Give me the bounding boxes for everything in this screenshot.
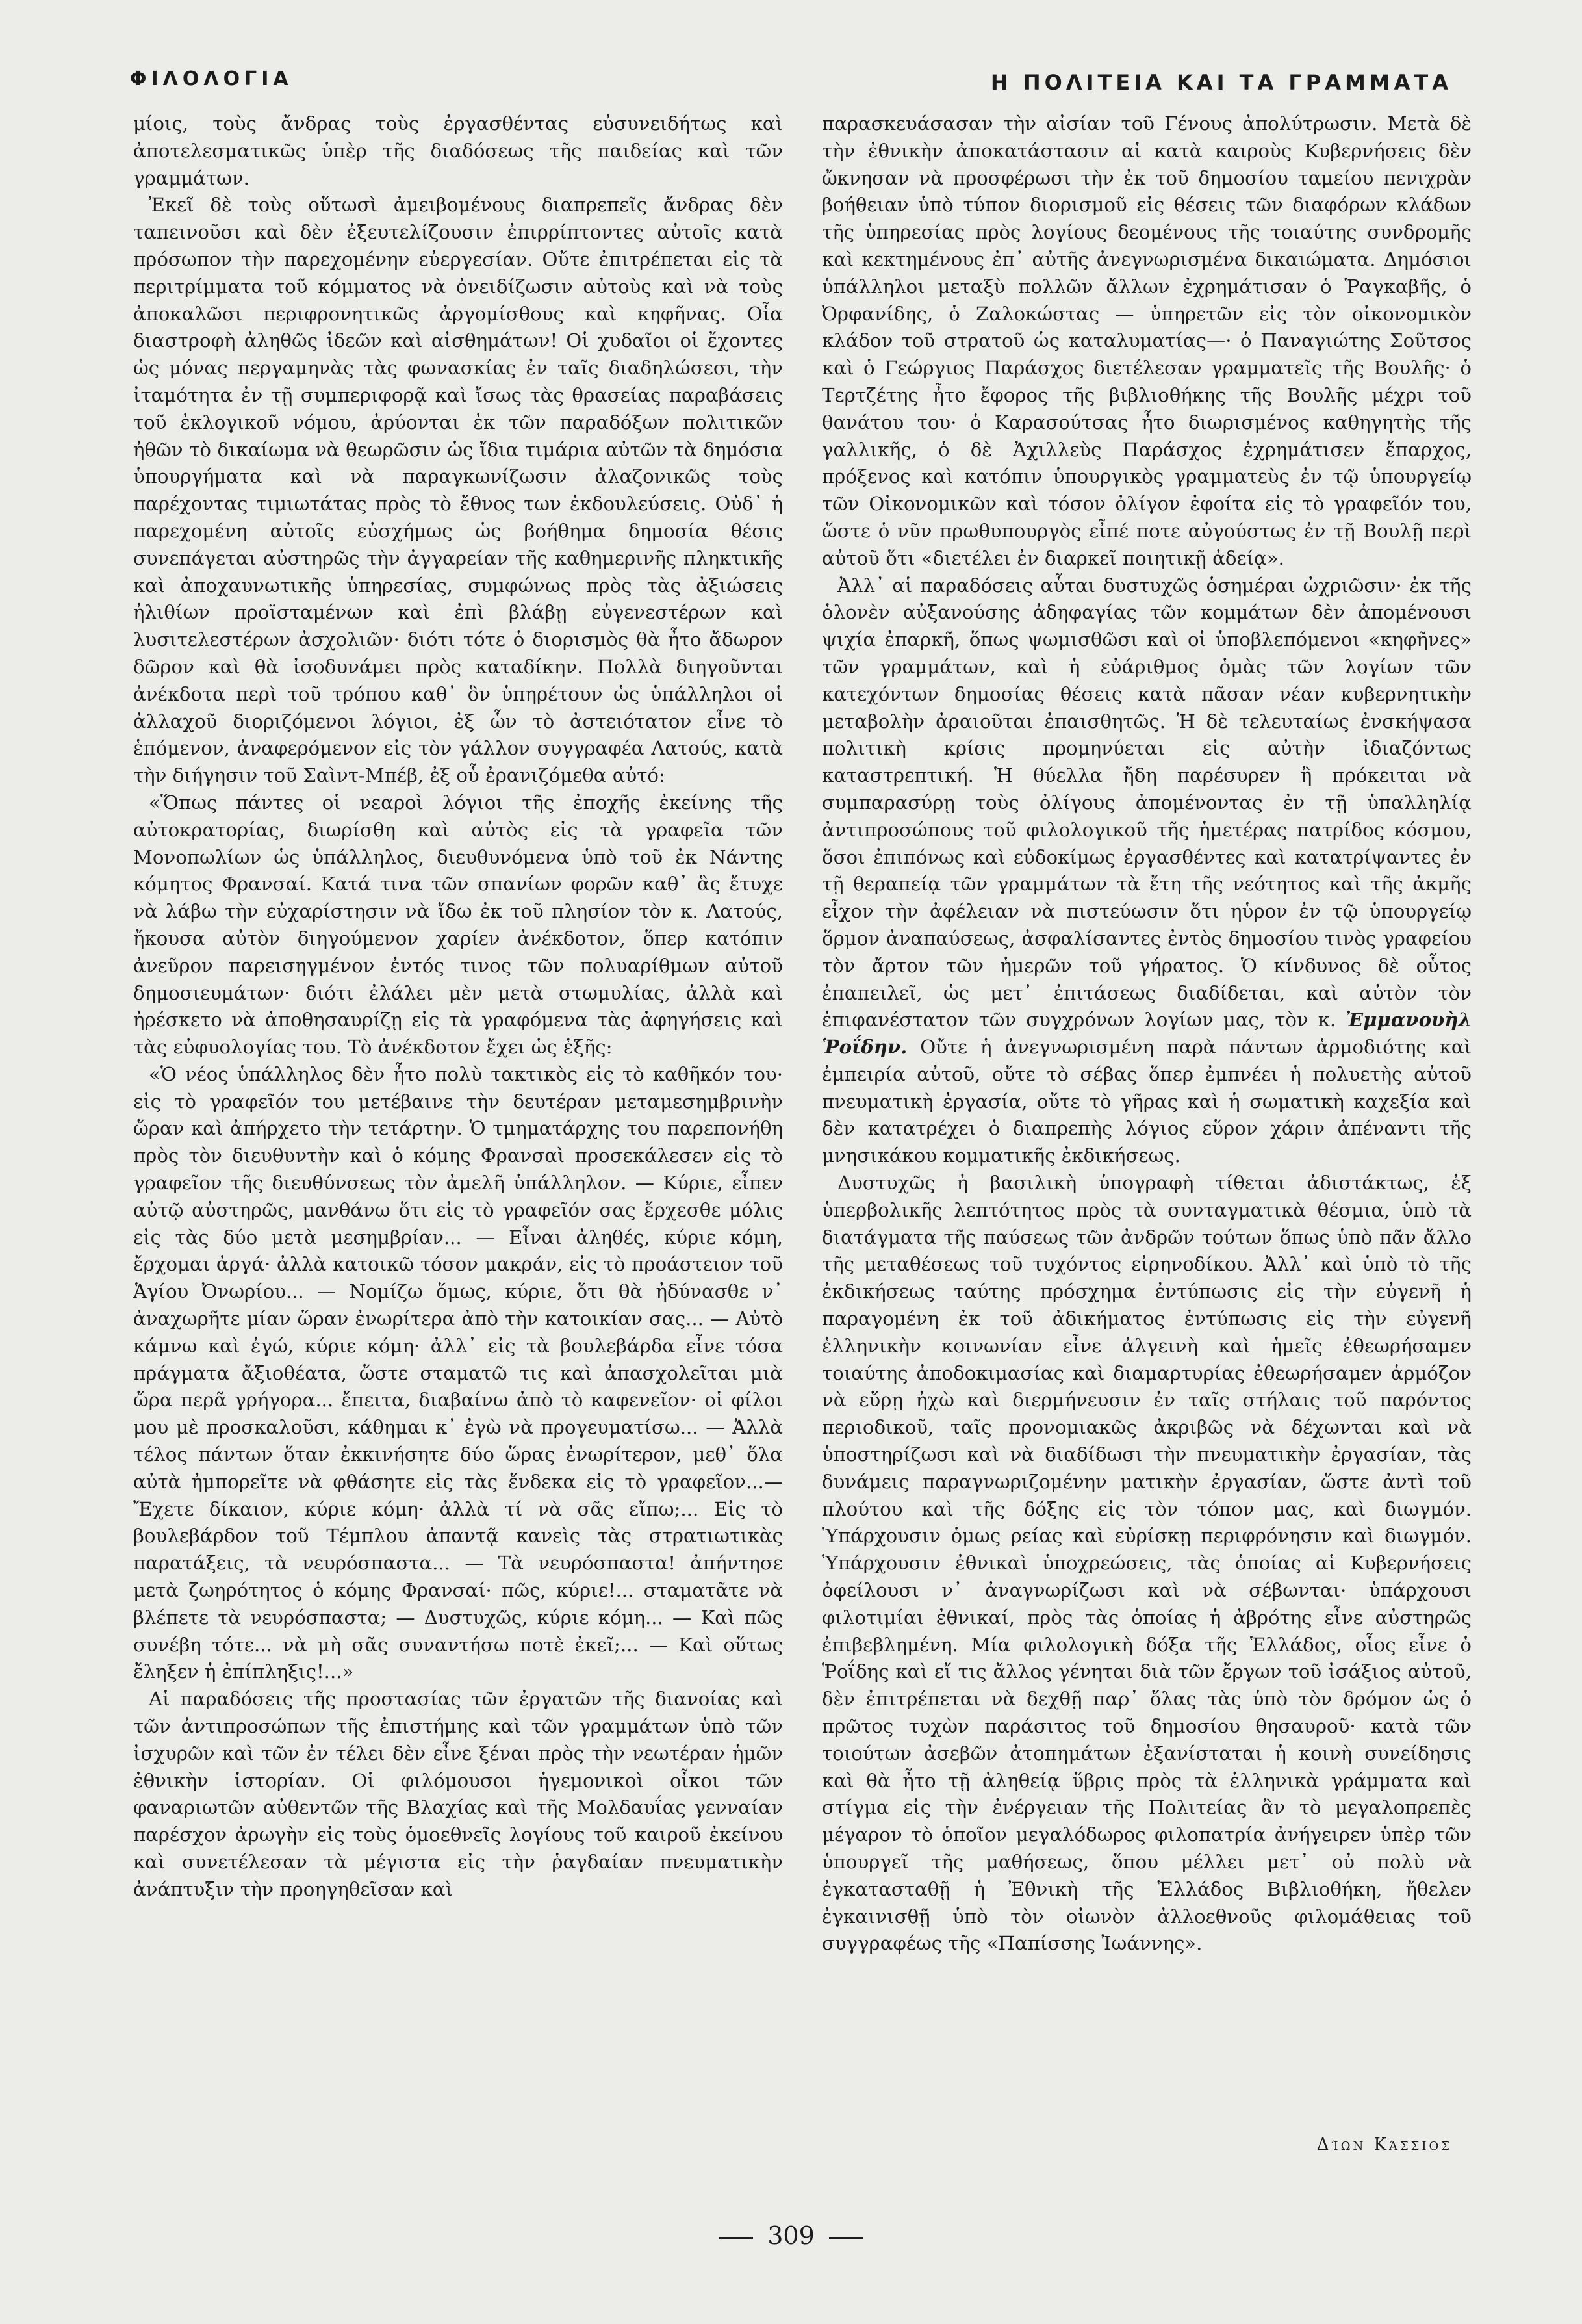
left-column [133, 110, 783, 2125]
right-column [822, 110, 1472, 2125]
paragraph [822, 573, 1472, 1170]
journal-title: Η ΠΟΛΙΤΕΙΑ ΚΑΙ ΤΑ ΓΡΑΜΜΑΤΑ [990, 70, 1452, 95]
paragraph: «Ὁ νέος ὑπάλληλος δὲν ἦτο πολὺ τακτικὸς εἰς τὸ καθῆκόν του· εἰς τὸ γραφεῖόν του μετέβαινε τὴν δευτέραν μεταμεσημβρινὴν ὥραν καὶ ἀπήρχετο τὴν τετάρτην. Ὁ τμηματάρχης του παρεπονήθη πρὸς τὸν διευθυντὴν καὶ ὁ κόμης Φρανσαὶ προσεκάλεσεν εἰς τὸ γραφεῖον τῆς διευθύνσεως τὸν ἀμελῆ ὑπάλληλον. — Κύριε, εἶπεν αὐτῷ αὐστηρῶς, μανθάνω ὅτι εἰς τὸ γραφεῖόν σας ἔρχεσθε μόλις εἰς τὰς δύο μετὰ μεσημβρίαν... — Εἶναι ἀληθές, κύριε κόμη, ἔρχομαι ἀργά· ἀλλὰ κατοικῶ τόσον μακράν, εἰς τὸ προάστειον τοῦ Ἁγίου Ὀνωρίου... — Νομίζω ὅμως, κύριε, ὅτι θὰ ἠδύνασθε ν᾿ ἀναχωρῆτε μίαν ὥραν ἐνωρίτερα ἀπὸ τὴν κατοικίαν σας... — Αὐτὸ κάμνω καὶ ἐγώ, κύριε κόμη· ἀλλ᾿ εἰς τὰ βουλεβάρδα εἶνε τόσα πράγματα ἄξιοθέατα, ὥστε σταματῶ τις καὶ ἀπασχολεῖται μιὰ ὥρα περᾶ γρήγορα... ἔπειτα, διαβαίνω ἀπὸ τὸ καφενεῖον· οἱ φίλοι μου μὲ προσκαλοῦσι, κάθημαι κ᾿ ἐγὼ νὰ προγευματίσω... — Ἀλλὰ τέλος πάντων ὅταν ἐκκινήσητε δύο ὥρας ἐνωρίτερον, μεθ᾿ ὅλα αὐτὰ ἠμπορεῖτε νὰ φθάσητε εἰς τὰς ἕνδεκα εἰς τὸ γραφεῖον...—Ἔχετε δίκαιον, κύριε κόμη· ἀλλὰ τί νὰ σᾶς εἴπω;... Εἰς τὸ βουλεβάρδον τοῦ Τέμπλου ἀπαντᾷ κανεὶς τὰς στρατιωτικὰς παρατάξεις, τὰ νευρόσπαστα... — Τὰ νευρόσπαστα! ἀπήντησε μετὰ ζωηρότητος ὁ κόμης Φρανσαί· πῶς, κύριε!... σταματᾶτε νὰ βλέπετε τὰ νευρόσπαστα; — Δυστυχῶς, κύριε κόμη... — Καὶ πῶς συνέβη τότε... νὰ μὴ σᾶς συναντήσω ποτὲ ἐκεῖ;... — Καὶ οὕτως ἔληξεν ἡ ἐπίπληξις!...» [133, 1063, 783, 1683]
dash-left [719, 2237, 753, 2239]
paragraph: Δυστυχῶς ἡ βασιλικὴ ὑπογραφὴ τίθεται ἀδιστάκτως, ἐξ ὑπερβολικῆς λεπτότητος πρὸς τὰ συνταγματικὰ θέσμια, ὑπὸ τὰ διατάγματα τῆς παύσεως τῶν ἀνδρῶν τούτων ὅπως ὑπὸ πᾶν ἄλλο τῆς μεταθέσεως τοῦ τυχόντος εἰρηνοδίκου. Ἀλλ᾿ καὶ ὑπὸ τὸ τῆς ἐκδικήσεως ταύτης πρόσχημα ἐντύπωσις εἰς τὴν εὐγενῆ ἡ παραγομένη ἐκ τοῦ ἀδικήματος ἐντύπωσις εἰς τὴν εὐγενῆ ἑλληνικὴν κοινωνίαν εἶνε ἀλγεινὴ καὶ ἡμεῖς ἐθεωρήσαμεν τοιαύτης ἀποδοκιμασίας καὶ διαμαρτυρίας ἐθεωρήσαμεν ἁρμόζον νὰ εὕρῃ ἠχὼ καὶ διερμήνευσιν ἐν ταῖς στήλαις τοῦ παρόντος περιοδικοῦ, ταῖς προνομιακῶς ἀκριβῶς νὰ δέχωνται καὶ νὰ ὑποστηρίζωσι καὶ νὰ διαδίδωσι τὴν πνευματικὴν ἐργασίαν, τὰς δυνάμεις παραγνωριζομένην ματικὴν ἐργασίαν, ὥστε ἀντὶ τοῦ πλούτου καὶ τῆς δόξης εἰς τὸν τόπον μας, καὶ διωγμόν. Ὑπάρχουσιν ὁμως ρείας καὶ εὐρίσκῃ περιφρόνησιν καὶ διωγμόν. Ὑπάρχουσιν ἐθνικαὶ ὑποχρεώσεις, τὰς ὁποίας αἱ Κυβερνήσεις ὀφείλουσι ν᾿ ἀναγνωρίζωσι καὶ νὰ σέβωνται· ὑπάρχουσι φιλοτιμίαι ἐθνικαί, πρὸς τὰς ὁποίας ἡ ἀβρότης εἶνε αὐστηρῶς ἐπιβεβλημένη. Μία φιλολογικὴ δόξα τῆς Ἑλλάδος, οἷος εἶνε ὁ Ῥοΐδης καὶ εἴ τις ἄλλος γένηται διὰ τῶν ἔργων τοῦ ἰσάξιος αὐτοῦ, δὲν ἐπιτρέπεται νὰ δεχθῇ παρ᾿ ὅλας τὰς ὑπὸ τὸν δρόμον ὡς ὁ πρῶτος τυχὼν παράσιτος τοῦ δημοσίου θησαυροῦ· κατὰ τῶν τοιούτων ἀσεβῶν ἀτοπημάτων ἐξανίσταται ἡ κοινὴ συνείδησις καὶ θὰ ἦτο τῇ ἀληθείᾳ ὕβρις πρὸς τὰ ἑλληνικὰ γράμματα καὶ στίγμα εἰς τὴν ἐνέργειαν τῆς Πολιτείας ἂν τὸ μεγαλοπρεπὲς μέγαρον τὸ ὁποῖον μεγαλόδωρος φιλοπατρία ἀνήγειρεν ὑπὲρ τῶν ὑπουργεῖ τῆς μαθήσεως, ὅπου μέλλει μετ᾿ οὐ πολὺ νὰ ἐγκατασταθῇ ἡ Ἐθνικὴ τῆς Ἑλλάδος Βιβλιοθήκη, ἤθελεν ἐγκαινισθῇ ὑπὸ τὸν οἰωνὸν ἀλλοεθνοῦς φιλομάθειας τοῦ συγγραφέως τῆς «Παπίσσης Ἰωάννης». [822, 1172, 1472, 1955]
paragraph: «Ὅπως πάντες οἱ νεαροὶ λόγιοι τῆς ἐποχῆς ἐκείνης τῆς αὐτοκρατορίας, διωρίσθη καὶ αὐτὸς εἰς τὰ γραφεῖα τῶν Μονοπωλίων ὡς ὑπάλληλος, διευθυνόμενα ὑπὸ τοῦ ἐκ Νάντης κόμητος Φρανσαί. Κατά τινα τῶν σπανίων φορῶν καθ᾿ ἃς ἔτυχε νὰ λάβω τὴν εὐχαρίστησιν νὰ ἴδω ἐκ τοῦ πλησίον τὸν κ. Λατούς, ἤκουσα αὐτὸν διηγούμενον χαρίεν ἀνέκδοτον, ὅπερ κατόπιν ἀνεῦρον παρεισηγμένον ἐντός τινος τῶν πολυαρίθμων αὐτοῦ δημοσιευμάτων· διότι ἐλάλει μὲν μετὰ στωμυλίας, ἀλλὰ καὶ ἠρέσκετο νὰ ἀποθησαυρίζῃ εἰς τὰ γραφόμενα τὰς ἀφηγήσεις καὶ τὰς εὐφυολογίας του. Τὸ ἀνέκδοτον ἔχει ὡς ἑξῆς: [133, 791, 783, 1059]
dash-right [829, 2237, 863, 2239]
running-header [0, 64, 1582, 103]
paragraph: Αἱ παραδόσεις τῆς προστασίας τῶν ἐργατῶν τῆς διανοίας καὶ τῶν ἀντιπροσώπων τῆς ἐπιστήμης καὶ τῶν γραμμάτων ὑπὸ τῶν ἰσχυρῶν καὶ τῶν ἐν τέλει δὲν εἶνε ξέναι πρὸς τὴν νεωτέραν ἡμῶν ἐθνικὴν ἱστορίαν. Οἱ φιλόμουσοι ἡγεμονικοὶ οἶκοι τῶν φαναριωτῶν αὐθεντῶν τῆς Βλαχίας καὶ τῆς Μολδαυΐας γενναίαν παρέσχον ἀρωγὴν εἰς τοὺς ὁμοεθνεῖς λογίους τοῦ καιροῦ ἐκείνου καὶ συνετέλεσαν τὰ μέγιστα εἰς τὴν ῥαγδαίαν πνευματικὴν ἀνάπτυξιν τὴν προηγηθεῖσαν καὶ [133, 1688, 783, 1900]
author-signature: Δίων Κάσσιος [1316, 2135, 1452, 2154]
paragraph: Ἐκεῖ δὲ τοὺς οὕτωσὶ ἀμειβομένους διαπρεπεῖς ἄνδρας δὲν ταπεινοῦσι καὶ δὲν ἐξευτελίζουσιν ἐπιρρίπτοντες αὐτοῖς κατὰ πρόσωπον τὴν παρεχομένην εὐεργεσίαν. Οὔτε ἐπιτρέπεται εἰς τὰ περιτρίμματα τοῦ κόμματος νὰ ὀνειδίζωσιν αὐτοὺς καὶ νὰ τοὺς ἀποκαλῶσι περιφρονητικῶς ἀργομίσθους καὶ κηφῆνας. Οἷα διαστροφὴ ἀληθῶς ἰδεῶν καὶ αἰσθημάτων! Οἱ χυδαῖοι οἱ ἔχοντες ὡς μόνας περγαμηνὰς τὰς φωνασκίας ἐν ταῖς διαδηλώσεσι, τὴν ἰταμότητα ἐν τῇ συμπεριφορᾷ καὶ ἴσως τὰς θρασείας παραβάσεις τοῦ ἐκλογικοῦ νόμου, ἀρύονται ἐκ τῶν παραδόξων πολιτικῶν ἠθῶν τὸ δικαίωμα νὰ θεωρῶσιν ὡς ἴδια τιμάρια αὐτῶν τὰ δημόσια ὑπουργήματα καὶ νὰ παραγκωνίζωσιν ἀλαζονικῶς τοὺς παρέχοντας τιμιωτάτας πρὸς τὸ ἔθνος των ἐκδουλεύσεις. Οὐδ᾿ ἡ παρεχομένη αὐτοῖς εὐσχήμως ὡς βοήθημα δημοσία θέσις συνεπάγεται αὐστηρῶς τὴν ἀγγαρείαν τῆς καθημερινῆς πληκτικῆς καὶ ἀποχαυνωτικῆς ὑπηρεσίας, συμφώνως πρὸς τὰς ἀξιώσεις ἠλιθίων προϊσταμένων καὶ ἐπὶ βλάβῃ εὐγενεστέρων καὶ λυσιτελεστέρων ἀσχολιῶν· διότι τότε ὁ διορισμὸς θὰ ἦτο ἄδωρον δῶρον καὶ θὰ ἰσοδυνάμει πρὸς καταδίκην. Πολλὰ διηγοῦνται ἀνέκδοτα περὶ τοῦ τρόπου καθ᾿ ὃν ὑπηρέτουν ὡς ὑπάλληλοι οἱ ἀλλαχοῦ διοριζόμενοι λόγιοι, ἐξ ὧν τὸ ἀστειότατον εἶνε τὸ ἑπόμενον, ἀναφερόμενον εἰς τὸν γάλλον συγγραφέα Λατούς, κατὰ τὴν διήγησιν τοῦ Σαὶντ-Μπέβ, ἐξ οὗ ἐρανιζόμεθα αὐτό: [133, 194, 783, 787]
page-number [0, 2221, 1582, 2250]
paragraph-text: Ἀλλ᾿ αἱ παραδόσεις αὗται δυστυχῶς ὁσημέραι ὠχριῶσιν· ἐκ τῆς ὁλονὲν αὐξανούσης ἀδηφαγίας τῶν κομμάτων δὲν ἀπομένουσι ψιχία ἐπαρκῆ, ὅπως ψωμισθῶσι καὶ οἱ ὑποβλεπόμενοι «κηφῆνες» τῶν γραμμάτων, καὶ ἡ εὐάριθμος ὁμὰς τῶν λογίων τῶν κατεχόντων δημοσίας θέσεις κατὰ πᾶσαν νέαν κυβερνητικὴν μεταβολὴν ἀραιοῦται ἐπαισθητῶς. Ἡ δὲ τελευταίως ἐνσκήψασα πολιτικὴ κρίσις προμηνύεται εἰς αὐτὴν ἰδιαζόντως καταστρεπτική. Ἡ θύελλα ἤδη παρέσυρεν ἢ πρόκειται νὰ συμπαρασύρῃ τοὺς ὀλίγους ἀπομένοντας ἐν τῇ ὑπαλληλίᾳ ἀντιπροσώπους τοῦ φιλολογικοῦ τῆς ἡμετέρας πατρίδος κόσμου, ὅσοι ἐπιπόνως καὶ εὐδοκίμως ἐργασθέντες καὶ κατατρίψαντες ἐν τῇ θεραπείᾳ τῶν γραμμάτων τὰ ἔτη τῆς νεότητος καὶ τῆς ἀκμῆς εἶχον τὴν ἀφέλειαν νὰ πιστεύωσιν ὅτι ηὑρον ἐν τῷ ὑπουργείῳ ὅρμον ἀναπαύσεως, ἀσφαλίσαντες ἐντὸς δημοσίου τινὸς γραφείου τὸν ἄρτον τῶν ἡμερῶν τοῦ γήρατος. Ὁ κίνδυνος δὲ οὗτος ἐπαπειλεῖ, ὡς μετ᾿ ἐπιτάσεως διαδίδεται, καὶ αὐτὸν τὸν ἐπιφανέστατον τῶν συγχρόνων λογίων μας, τὸν κ. [822, 574, 1472, 1031]
author-name: Ἐμμανουὴλ Ῥοΐδην. [822, 1009, 1472, 1059]
section-title: ΦΙΛΟΛΟΓΙΑ [130, 68, 293, 90]
page-number-value: 309 [767, 2221, 815, 2250]
paragraph: μίοις, τοὺς ἄνδρας τοὺς ἐργασθέντας εὐσυνειδήτως καὶ ἀποτελεσματικῶς ὑπὲρ τῆς διαδόσεως τῆς παιδείας καὶ τῶν γραμμάτων. [133, 112, 783, 189]
paragraph: παρασκευάσασαν τὴν αἰσίαν τοῦ Γένους ἀπολύτρωσιν. Μετὰ δὲ τὴν ἐθνικὴν ἀποκατάστασιν αἱ κατὰ καιροὺς Κυβερνήσεις δὲν ὤκνησαν νὰ προσφέρωσι τὴν ἐκ τοῦ δημοσίου ταμείου πενιχρὰν βοήθειαν ὑπὸ τύπον διορισμοῦ εἰς θέσεις τῶν διαφόρων κλάδων τῆς ὑπηρεσίας πρὸς λογίους δεομένους τῆς τοιαύτης συνδρομῆς καὶ κεκτημένους ἐπ᾿ αὐτῆς ἀνεγνωρισμένα δικαιώματα. Δημόσιοι ὑπάλληλοι μεταξὺ πολλῶν ἄλλων ἐχρημάτισαν ὁ Ῥαγκαβῆς, ὁ Ὀρφανίδης, ὁ Ζαλοκώστας — ὑπηρετῶν εἰς τὸν οἰκονομικὸν κλάδον τοῦ στρατοῦ ὡς καταλυματίας—· ὁ Παναγιώτης Σοῦτσος καὶ ὁ Γεώργιος Παράσχος διετέλεσαν γραμματεῖς τῆς Βουλῆς· ὁ Τερτζέτης ἦτο ἔφορος τῆς βιβλιοθήκης τῆς Βουλῆς μέχρι τοῦ θανάτου του· ὁ Καρασούτσας ἦτο διωρισμένος καθηγητὴς τῆς γαλλικῆς, ὁ δὲ Ἀχιλλεὺς Παράσχος ἐχρημάτισεν ἔπαρχος, πρόξενος καὶ κατόπιν ὑπουργικὸς γραμματεὺς ἐν τῷ ὑπουργείῳ τῶν Οἰκονομικῶν καὶ τόσον ὀλίγον ἐφοίτα εἰς τὸ γραφεῖόν του, ὥστε ὁ νῦν πρωθυπουργὸς εἶπέ ποτε αὐγούστως ἐν τῇ Βουλῇ περὶ αὐτοῦ ὅτι «διετέλει ἐν διαρκεῖ ποιητικῇ ἀδείᾳ». [822, 112, 1472, 569]
paragraph-text: Οὔτε ἡ ἀνεγνωρισμένη παρὰ πάντων ἁρμοδιότης καὶ ἐμπειρία αὐτοῦ, οὔτε τὸ σέβας ὅπερ ἐμπνέει ἡ πολυετὴς αὐτοῦ πνευματικὴ ἐργασία, οὔτε τὸ γῆρας καὶ ἡ σωματικὴ καχεξία καὶ δὲν κατατρέχει ὁ διαπρεπὴς λόγιος εὕρον χάριν ἀπέναντι τῆς μνησικάκου κομματικῆς ἐκδικήσεως. [822, 1036, 1472, 1167]
